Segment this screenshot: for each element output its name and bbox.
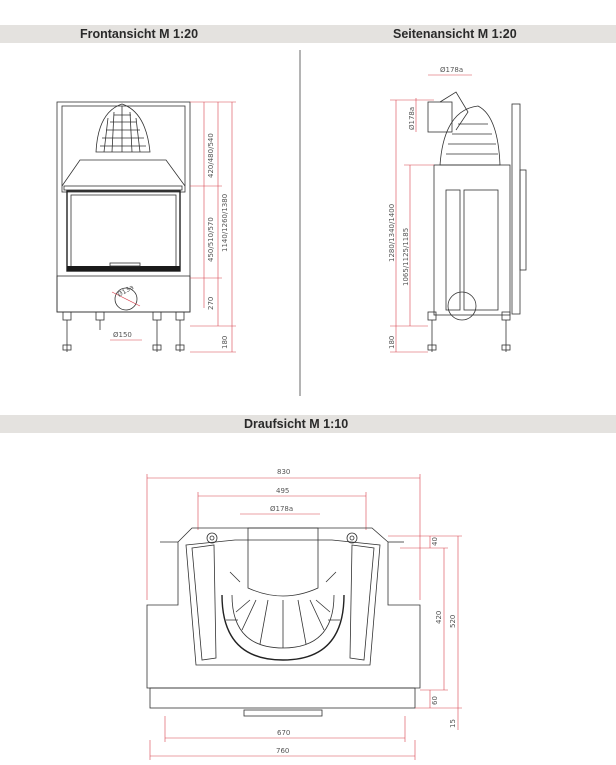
front-flue-small: Ø13a [116, 283, 136, 299]
side-dim-vertical: Ø178a [408, 106, 416, 130]
front-flue-dim: Ø150 [113, 331, 132, 339]
front-dim-middle: 450/510/570 [207, 217, 215, 262]
front-dim-total: 1140/1260/1380 [221, 193, 229, 252]
side-view-drawing [388, 66, 526, 352]
top-dim-15: 15 [449, 719, 457, 728]
top-dim-760: 760 [276, 747, 290, 755]
top-dim-420: 420 [435, 610, 443, 624]
top-dim-flue: Ø178a [270, 505, 294, 513]
top-view-title: Draufsicht M 1:10 [244, 417, 349, 431]
side-dim-inner: 1065/1125/1185 [402, 227, 410, 286]
front-view-title: Frontansicht M 1:20 [80, 27, 199, 41]
side-dim-top: Ø178a [440, 66, 464, 74]
top-view-drawing [147, 468, 462, 760]
top-dim-40: 40 [431, 537, 439, 546]
top-dim-60: 60 [431, 696, 439, 705]
top-dim-outer: 830 [277, 468, 291, 476]
side-dim-total: 1280/1340/1400 [388, 203, 396, 262]
top-dim-inner: 495 [276, 487, 290, 495]
top-dim-520: 520 [449, 614, 457, 628]
front-view-drawing [57, 102, 236, 352]
front-dim-lower: 270 [207, 296, 215, 310]
front-dim-legs: 180 [221, 335, 229, 349]
front-dim-upper: 420/480/540 [207, 133, 215, 178]
top-dim-670: 670 [277, 729, 291, 737]
side-dim-legs: 180 [388, 335, 396, 349]
side-view-title: Seitenansicht M 1:20 [393, 27, 517, 41]
